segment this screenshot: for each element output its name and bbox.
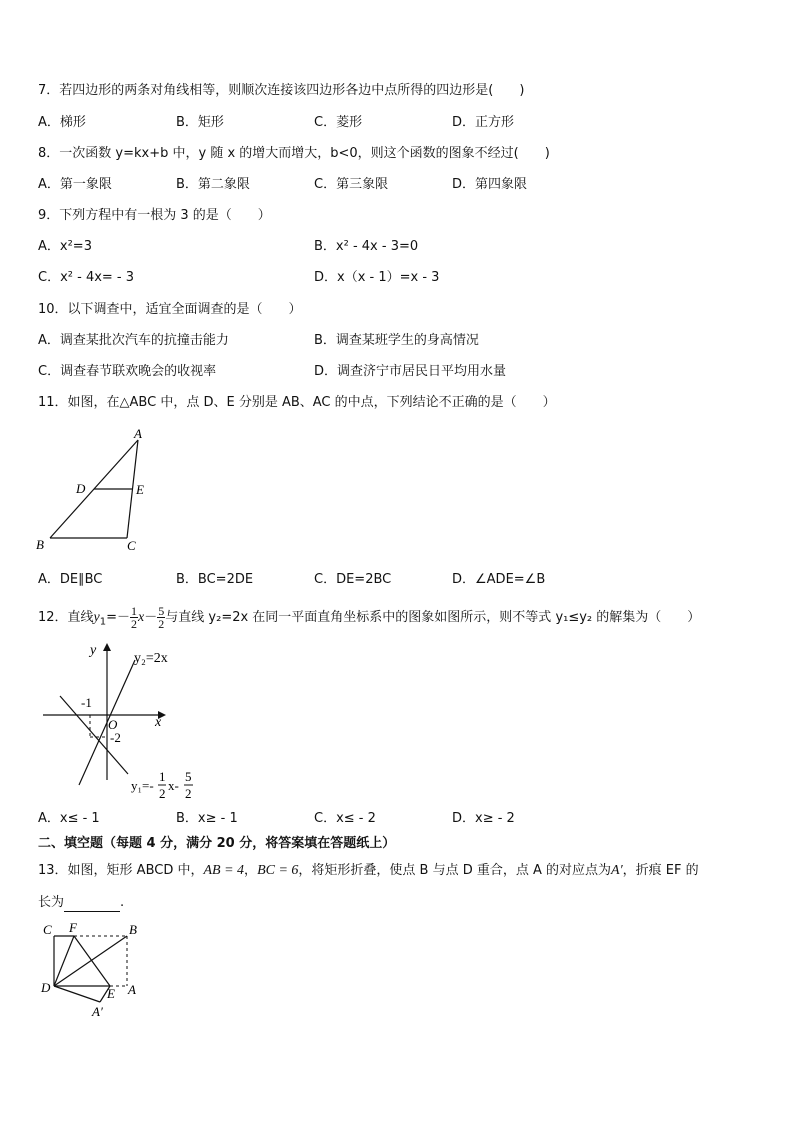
- q13-label-d: D: [41, 980, 51, 995]
- section-2-heading: 二、填空题（每题 4 分，满分 20 分，将答案填在答题纸上）: [38, 836, 396, 851]
- q10-option-b[interactable]: B．调查某班学生的身高情况: [314, 333, 479, 348]
- q12-line-y1-frac1-den: 2: [159, 786, 166, 801]
- q11-triangle-figure: [30, 422, 160, 557]
- q12-graph-figure: [38, 640, 208, 805]
- q8-option-a[interactable]: A．第一象限: [38, 177, 112, 192]
- q13-answer-line: 长为 .: [38, 895, 125, 910]
- q12-line-y1-label: y₁=-: [131, 778, 154, 793]
- q13-label-a: A: [128, 982, 136, 997]
- q9-option-a[interactable]: A．x²=3: [38, 239, 92, 254]
- q11-label-a: A: [134, 426, 142, 441]
- q12-fraction-1: $\frac{1}{2}$: [131, 604, 138, 631]
- q13-answer-blank[interactable]: [64, 899, 120, 912]
- q12-option-a[interactable]: A．x≤ - 1: [38, 811, 100, 826]
- q12-line-y1-frac2-num: 5: [185, 769, 192, 784]
- q13-label-e: E: [107, 986, 115, 1001]
- q10-option-c[interactable]: C．调查春节联欢晚会的收视率: [38, 364, 217, 379]
- q10-option-d[interactable]: D．调查济宁市居民日平均用水量: [314, 364, 507, 379]
- q9-option-d[interactable]: D．x（x - 1）=x - 3: [314, 270, 440, 285]
- q13-label-b: B: [129, 922, 137, 937]
- q9-stem: 9．下列方程中有一根为 3 的是（ ）: [38, 208, 271, 223]
- q12-line-y2-label: y₂=2x: [134, 651, 168, 666]
- q13-label-aprime: A′: [92, 1004, 103, 1019]
- q12-tick-minus2: -2: [110, 730, 121, 745]
- q13-label-c: C: [43, 922, 52, 937]
- q8-option-d[interactable]: D．第四象限: [452, 177, 528, 192]
- q8-option-b[interactable]: B．第二象限: [176, 177, 250, 192]
- q8-stem: 8．一次函数 y=kx+b 中，y 随 x 的增大而增大，b<0，则这个函数的图象不经过( ): [38, 146, 550, 161]
- q12-fraction-2: $\frac{5}{2}$: [158, 604, 165, 631]
- q12-option-c[interactable]: C．x≤ - 2: [314, 811, 376, 826]
- q11-label-c: C: [127, 538, 136, 553]
- q11-option-b[interactable]: B．BC=2DE: [176, 572, 254, 587]
- q12-line-y1-frac2-den: 2: [185, 786, 192, 801]
- q11-label-e: E: [136, 482, 144, 497]
- q11-label-d: D: [76, 481, 86, 496]
- q11-label-b: B: [36, 537, 44, 552]
- q7-option-d[interactable]: D．正方形: [452, 115, 515, 130]
- q13-stem: 13．如图，矩形 ABCD 中，AB = 4，BC = 6，将矩形折叠，使点 B 与点 D 重合，点 A 的对应点为A′，折痕 EF 的: [38, 863, 699, 878]
- q10-option-a[interactable]: A．调查某批次汽车的抗撞击能力: [38, 333, 229, 348]
- q10-stem: 10．以下调查中，适宜全面调查的是（ ）: [38, 302, 302, 317]
- q13-rectangle-figure: [36, 920, 146, 1020]
- q12-option-b[interactable]: B．x≥ - 1: [176, 811, 238, 826]
- q11-stem: 11．如图，在△ABC 中，点 D、E 分别是 AB、AC 的中点，下列结论不正确的是（ ）: [38, 395, 556, 410]
- q12-axis-x-label: x: [155, 715, 162, 730]
- q13-label-f: F: [69, 920, 77, 935]
- q12-line-y1-xminus: x-: [168, 778, 179, 793]
- q7-option-c[interactable]: C．菱形: [314, 115, 363, 130]
- q7-stem: 7．若四边形的两条对角线相等，则顺次连接该四边形各边中点所得的四边形是( ): [38, 83, 525, 98]
- q7-option-b[interactable]: B．矩形: [176, 115, 224, 130]
- q11-option-d[interactable]: D．∠ADE=∠B: [452, 572, 546, 587]
- q9-option-b[interactable]: B．x² - 4x - 3=0: [314, 239, 419, 254]
- q12-axis-y-label: y: [90, 643, 97, 658]
- q7-option-a[interactable]: A．梯形: [38, 115, 86, 130]
- q12-origin-label: O: [108, 717, 118, 732]
- q12-tick-minus1: -1: [81, 695, 92, 710]
- q11-option-a[interactable]: A．DE∥BC: [38, 572, 103, 587]
- q9-option-c[interactable]: C．x² - 4x= - 3: [38, 270, 135, 285]
- q12-stem: 12．直线$y_1=-$ $\frac{1}{2}$ x－ $\frac{5}{2}$ 与直线 y₂=2x 在同一平面直角坐标系中的图象如图所示，则不等式 y₁≤y₂ 的解集为（ ）: [38, 604, 701, 631]
- q11-option-c[interactable]: C．DE=2BC: [314, 572, 392, 587]
- q12-option-d[interactable]: D．x≥ - 2: [452, 811, 515, 826]
- q12-line-y1-frac1-num: 1: [159, 769, 166, 784]
- q8-option-c[interactable]: C．第三象限: [314, 177, 389, 192]
